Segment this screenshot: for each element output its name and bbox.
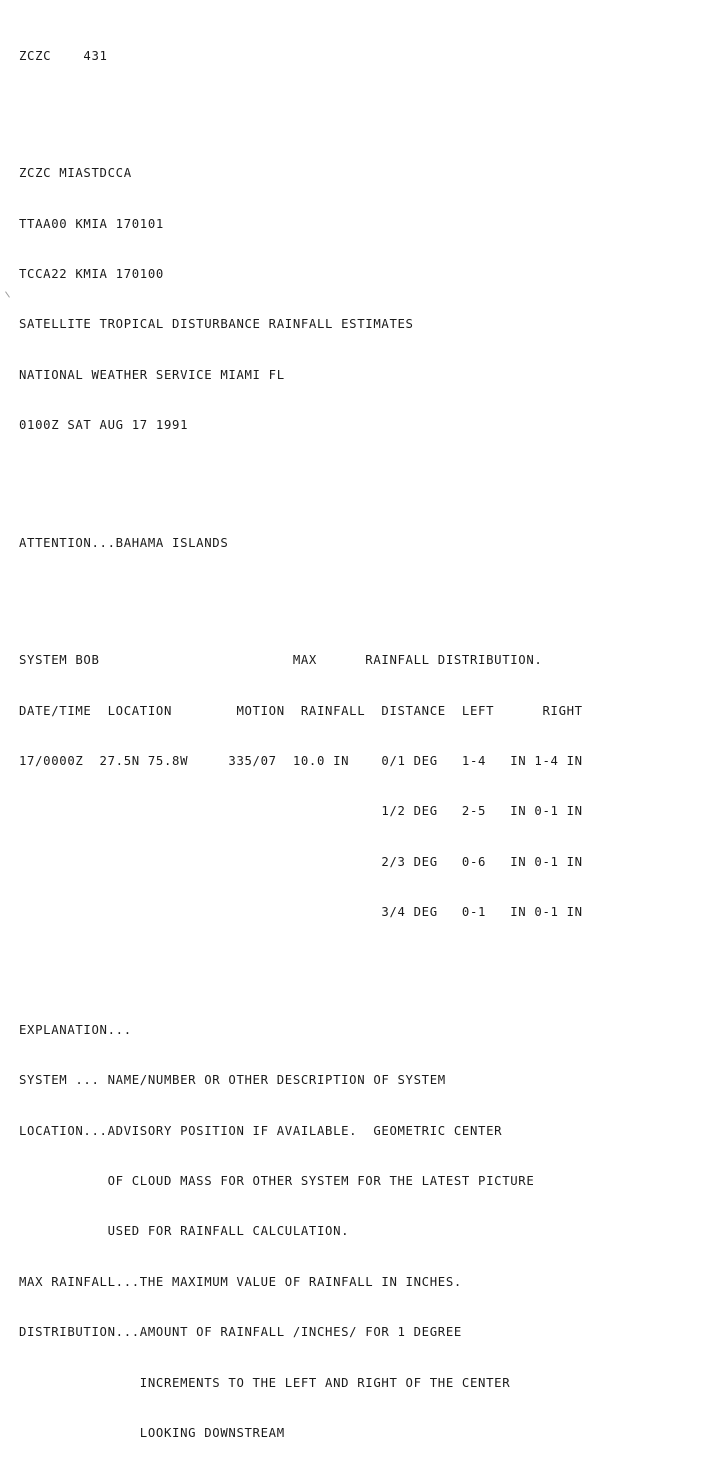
table-row: 3/4 DEG 0-1 IN 0-1 IN — [19, 905, 583, 920]
attention-line: ATTENTION...BAHAMA ISLANDS — [19, 535, 229, 550]
bulletin-title: SATELLITE TROPICAL DISTURBANCE RAINFALL ESTIMATES — [19, 317, 414, 332]
table-header-1: SYSTEM BOB MAX RAINFALL DISTRIBUTION. — [19, 653, 543, 668]
explanation-line: USED FOR RAINFALL CALCULATION. — [19, 1224, 350, 1239]
table-header-2: DATE/TIME LOCATION MOTION RAINFALL DISTANCE LEFT RIGHT — [19, 703, 583, 718]
header-line: ZCZC 431 — [19, 48, 108, 63]
blank-line — [19, 468, 583, 485]
blank-line — [19, 98, 583, 115]
explanation-title: EXPLANATION... — [19, 1022, 132, 1037]
blank-line — [19, 585, 583, 602]
table-row: 2/3 DEG 0-6 IN 0-1 IN — [19, 854, 583, 869]
explanation-line: DISTRIBUTION...AMOUNT OF RAINFALL /INCHES/ FOR 1 DEGREE — [19, 1325, 462, 1340]
wmo-line-2: TTAA00 KMIA 170101 — [19, 216, 164, 231]
blank-line — [19, 955, 583, 972]
table-row: 17/0000Z 27.5N 75.8W 335/07 10.0 IN 0/1 DEG 1-4 IN 1-4 IN — [19, 754, 583, 769]
explanation-line: SYSTEM ... NAME/NUMBER OR OTHER DESCRIPTION OF SYSTEM — [19, 1073, 446, 1088]
scan-speck — [5, 291, 10, 297]
issuing-office: NATIONAL WEATHER SERVICE MIAMI FL — [19, 367, 285, 382]
wmo-line-3: TCCA22 KMIA 170100 — [19, 266, 164, 281]
explanation-line: INCREMENTS TO THE LEFT AND RIGHT OF THE CENTER — [19, 1375, 511, 1390]
explanation-line: OF CLOUD MASS FOR OTHER SYSTEM FOR THE LATEST PICTURE — [19, 1173, 535, 1188]
wmo-line-1: ZCZC MIASTDCCA — [19, 166, 132, 181]
table-row: 1/2 DEG 2-5 IN 0-1 IN — [19, 804, 583, 819]
issue-time: 0100Z SAT AUG 17 1991 — [19, 418, 189, 433]
explanation-line: LOOKING DOWNSTREAM — [19, 1425, 285, 1440]
explanation-line: MAX RAINFALL...THE MAXIMUM VALUE OF RAINFALL IN INCHES. — [19, 1274, 462, 1289]
explanation-line: LOCATION...ADVISORY POSITION IF AVAILABLE. GEOMETRIC CENTER — [19, 1123, 503, 1138]
rainfall-bulletin — [19, 14, 583, 1475]
